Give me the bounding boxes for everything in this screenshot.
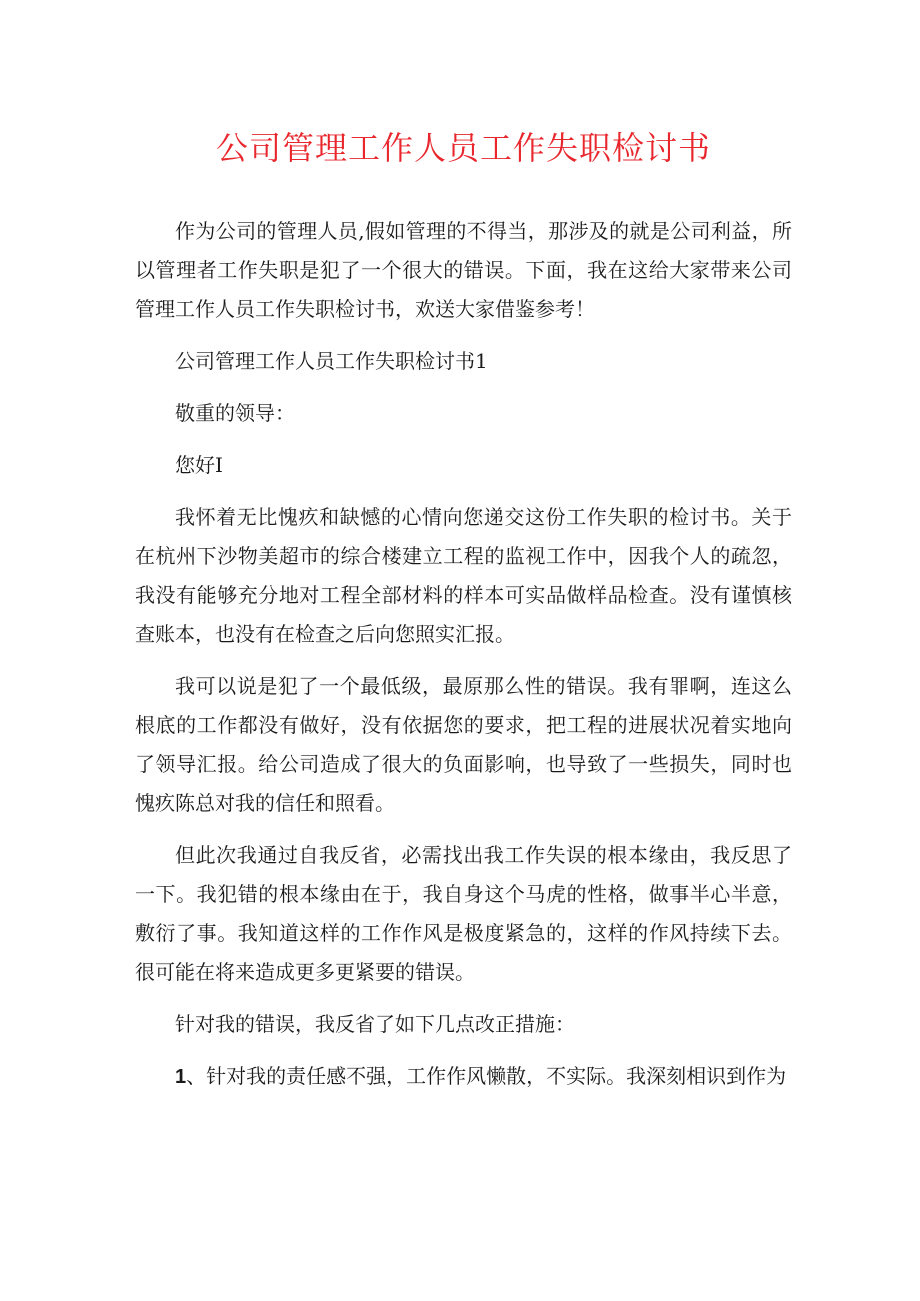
body-paragraph-2: 我可以说是犯了一个最低级，最原那么性的错误。我有罪啊，连这么根底的工作都没有做好，没有依据您的要求，把工程的进展状况着实地向了领导汇报。给公司造成了很大的负面影响，也导致了一些损失，同时也愧疚陈总对我的信任和照看。 [135,674,792,815]
measures-intro: 针对我的错误，我反省了如下几点改正措施： [175,1012,575,1036]
greeting: 您好I [175,453,223,477]
salutation: 敬重的领导： [175,401,295,425]
list-item-1 [135,1057,792,1097]
list-item-number: 1 [175,1066,187,1088]
document-title: 公司管理工作人员工作失职检讨书 [215,129,711,167]
section-heading: 公司管理工作人员工作失职检讨书1 [175,349,488,373]
intro-paragraph: 作为公司的管理人员,假如管理的不得当，那涉及的就是公司利益，所以管理者工作失职是犯了一个很大的错误。下面，我在这给大家带来公司管理工作人员工作失职检讨书，欢送大家借鉴参考！ [135,219,792,321]
list-item-text: 、针对我的责任感不强，工作作风懒散，不实际。我深刻相识到作为 [186,1064,787,1088]
body-paragraph-1: 我怀着无比愧疚和缺憾的心情向您递交这份工作失职的检讨书。关于在杭州下沙物美超市的综合楼建立工程的监视工作中，因我个人的疏忽，我没有能够充分地对工程全部材料的样本可实品做样品检查。没有谨慎核查账本，也没有在检查之后向您照实汇报。 [135,505,792,646]
body-paragraph-3: 但此次我通过自我反省，必需找出我工作失误的根本缘由，我反思了一下。我犯错的根本缘由在于，我自身这个马虎的性格，做事半心半意，敷衍了事。我知道这样的工作作风是极度紧急的，这样的作风持续下去。很可能在将来造成更多更紧要的错误。 [135,843,792,984]
